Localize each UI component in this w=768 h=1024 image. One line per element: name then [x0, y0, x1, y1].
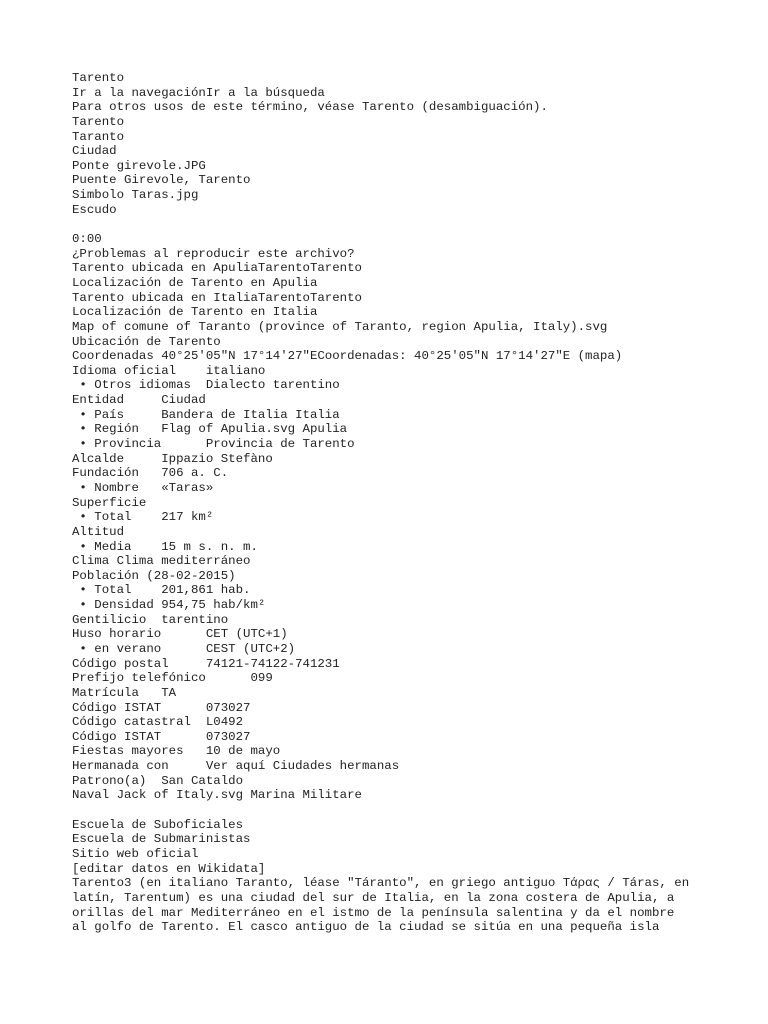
title-line: Tarento [72, 71, 125, 85]
infobox-row: Alcalde Ippazio Stefàno [72, 451, 273, 466]
emblem-caption: Escudo [72, 202, 117, 217]
infobox-row: Naval Jack of Italy.svg Marina Militare [72, 788, 362, 803]
document-page [72, 71, 712, 935]
infobox-row: • Total 217 km² [72, 510, 214, 525]
infobox-row: Matrícula TA [72, 685, 177, 700]
official-website-link[interactable]: Sitio web oficial [72, 846, 199, 861]
infobox-row: Fundación 706 a. C. [72, 466, 229, 481]
map-italy-label: Tarento ubicada en ItaliaTarentoTarento [72, 290, 362, 305]
infobox-row: Altitud [72, 524, 125, 539]
infobox-row: • en verano CEST (UTC+2) [72, 641, 296, 656]
infobox-row: Código postal 74121-74122-741231 [72, 656, 340, 671]
map-comune-filename[interactable]: Map of comune of Taranto (province of Taranto, region Apulia, Italy).svg [72, 319, 608, 334]
infobox-row: Fiestas mayores 10 de mayo [72, 744, 281, 759]
image-caption: Puente Girevole, Tarento [72, 173, 251, 188]
map-comune-caption: Ubicación de Tarento [72, 334, 221, 349]
spacer [72, 803, 712, 818]
paragraph-line: al golfo de Tarento. El casco antiguo de la ciudad se sitúa en una pequeña isla [72, 920, 660, 935]
audio-help-link[interactable]: ¿Problemas al reproducir este archivo? [72, 246, 355, 261]
coordinates-row[interactable]: Coordenadas 40°25′05″N 17°14′27″ECoordenadas: 40°25′05″N 17°14′27″E (mapa) [72, 349, 623, 364]
audio-time[interactable]: 0:00 [72, 232, 102, 247]
map-apulia-caption: Localización de Tarento en Apulia [72, 275, 318, 290]
infobox-row: • Media 15 m s. n. m. [72, 539, 258, 554]
infobox-local-name: Taranto [72, 129, 125, 144]
infobox-row: • Nombre «Taras» [72, 480, 214, 495]
paragraph-line: Tarento3 (en italiano Taranto, léase "Táranto", en griego antiguo Τάρας / Táras, en [72, 876, 690, 891]
infobox-row: • Densidad 954,75 hab/km² [72, 598, 266, 613]
infobox-row: Prefijo telefónico 099 [72, 671, 273, 686]
infobox-row: Código ISTAT 073027 [72, 729, 251, 744]
infobox-row: • País Bandera de Italia Italia [72, 407, 340, 422]
infobox-row: Patrono(a) San Cataldo [72, 773, 244, 788]
military-item: Escuela de Submarinistas [72, 832, 251, 847]
infobox-row: Superficie [72, 495, 147, 510]
paragraph-line: orillas del mar Mediterráneo en el istmo de la península salentina y da el nombre [72, 905, 675, 920]
emblem-filename[interactable]: Simbolo Taras.jpg [72, 188, 199, 203]
spacer [72, 217, 712, 232]
infobox-row: • Región Flag of Apulia.svg Apulia [72, 422, 348, 437]
infobox-row: Código ISTAT 073027 [72, 700, 251, 715]
infobox-row: Población (28-02-2015) [72, 568, 236, 583]
infobox-block [72, 232, 712, 803]
infobox-row: Huso horario CET (UTC+1) [72, 627, 288, 642]
skip-links[interactable]: Ir a la navegaciónIr a la búsqueda [72, 85, 325, 100]
military-block [72, 818, 712, 877]
intro-paragraph [72, 876, 712, 935]
paragraph-line: latín, Tarentum) es una ciudad del sur de Italia, en la zona costera de Apulia, a [72, 890, 675, 905]
edit-wikidata-link[interactable]: [editar datos en Wikidata] [72, 861, 266, 876]
infobox-title: Tarento [72, 114, 125, 129]
infobox-row: Clima Clima mediterráneo [72, 554, 251, 569]
infobox-row: Idioma oficial italiano [72, 363, 266, 378]
map-italy-caption: Localización de Tarento en Italia [72, 305, 318, 320]
infobox-entity-type: Ciudad [72, 144, 117, 159]
infobox-row: • Total 201,861 hab. [72, 583, 251, 598]
disambiguation-note: Para otros usos de este término, véase Tarento (desambiguación). [72, 100, 548, 115]
infobox-row[interactable]: Hermanada con Ver aquí Ciudades hermanas [72, 759, 400, 774]
map-apulia-label: Tarento ubicada en ApuliaTarentoTarento [72, 261, 362, 276]
infobox-row: Código catastral L0492 [72, 715, 244, 730]
image-filename[interactable]: Ponte girevole.JPG [72, 158, 206, 173]
military-item: Escuela de Suboficiales [72, 817, 244, 832]
infobox-row: Entidad Ciudad [72, 393, 206, 408]
infobox-row: • Provincia Provincia de Tarento [72, 437, 355, 452]
infobox-row: Gentilicio tarentino [72, 612, 229, 627]
header-block [72, 71, 712, 217]
infobox-row: • Otros idiomas Dialecto tarentino [72, 378, 340, 393]
